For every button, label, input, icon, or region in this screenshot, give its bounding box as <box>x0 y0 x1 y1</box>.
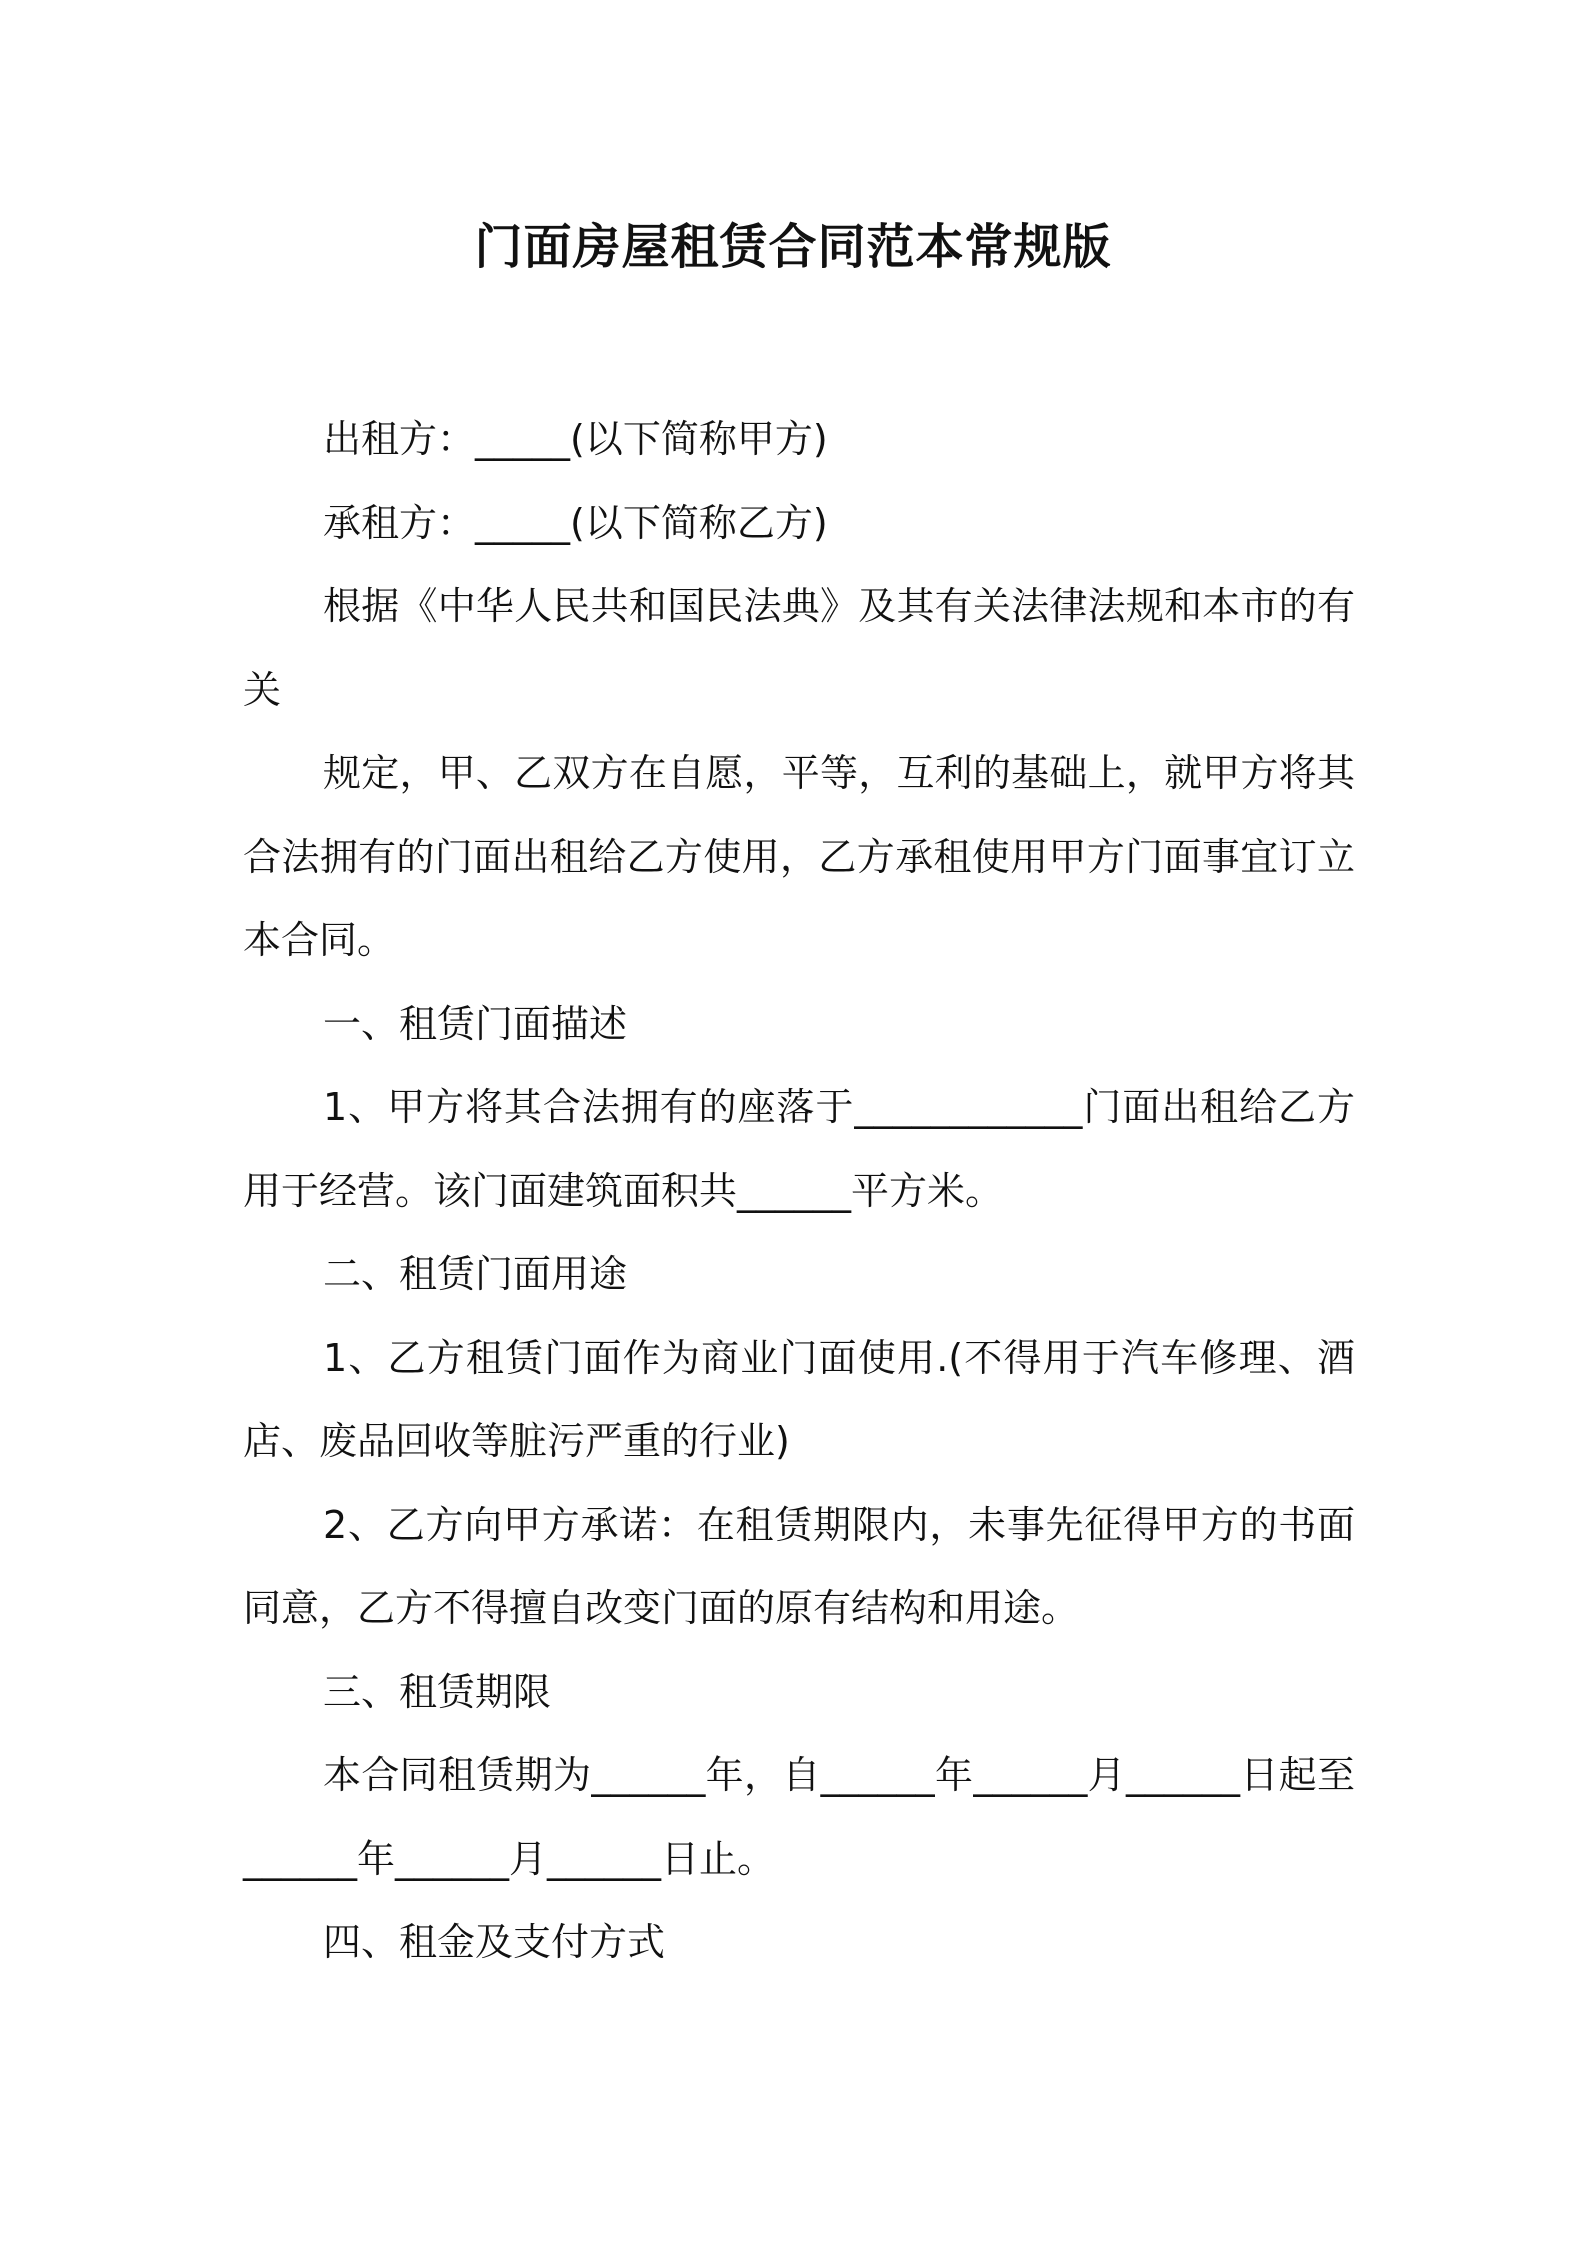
lessee-line: 承租方：_____(以下简称乙方) <box>323 500 828 545</box>
clause-3-1: 本合同租赁期为______年，自______年______月______日起至______年______月______日止。 <box>243 1753 1355 1881</box>
section-heading-1: 一、租赁门面描述 <box>323 1001 628 1046</box>
document-title: 门面房屋租赁合同范本常规版 <box>474 219 1112 275</box>
section-heading-2: 二、租赁门面用途 <box>323 1252 628 1296</box>
clause-2-2: 2、乙方向甲方承诺：在租赁期限内，未事先征得甲方的书面同意，乙方不得擅自改变门面的原有结构和用途。 <box>243 1502 1355 1630</box>
agreement-paragraph: 规定，甲、乙双方在自愿，平等，互利的基础上，就甲方将其合法拥有的门面出租给乙方使用，乙方承租使用甲方门面事宜订立本合同。 <box>243 751 1355 962</box>
section-heading-3: 三、租赁期限 <box>323 1669 552 1714</box>
lessor-line: 出租方：_____(以下简称甲方) <box>323 417 828 461</box>
legal-basis-paragraph: 根据《中华人民共和国民法典》及其有关法律法规和本市的有关 <box>243 584 1355 712</box>
clause-1-1: 1、甲方将其合法拥有的座落于____________门面出租给乙方用于经营。该门面建筑面积共______平方米。 <box>243 1085 1355 1213</box>
section-heading-4: 四、租金及支付方式 <box>323 1920 666 1964</box>
document-body <box>243 398 1355 1985</box>
clause-2-1: 1、乙方租赁门面作为商业门面使用.(不得用于汽车修理、酒店、废品回收等脏污严重的行业) <box>243 1335 1355 1463</box>
